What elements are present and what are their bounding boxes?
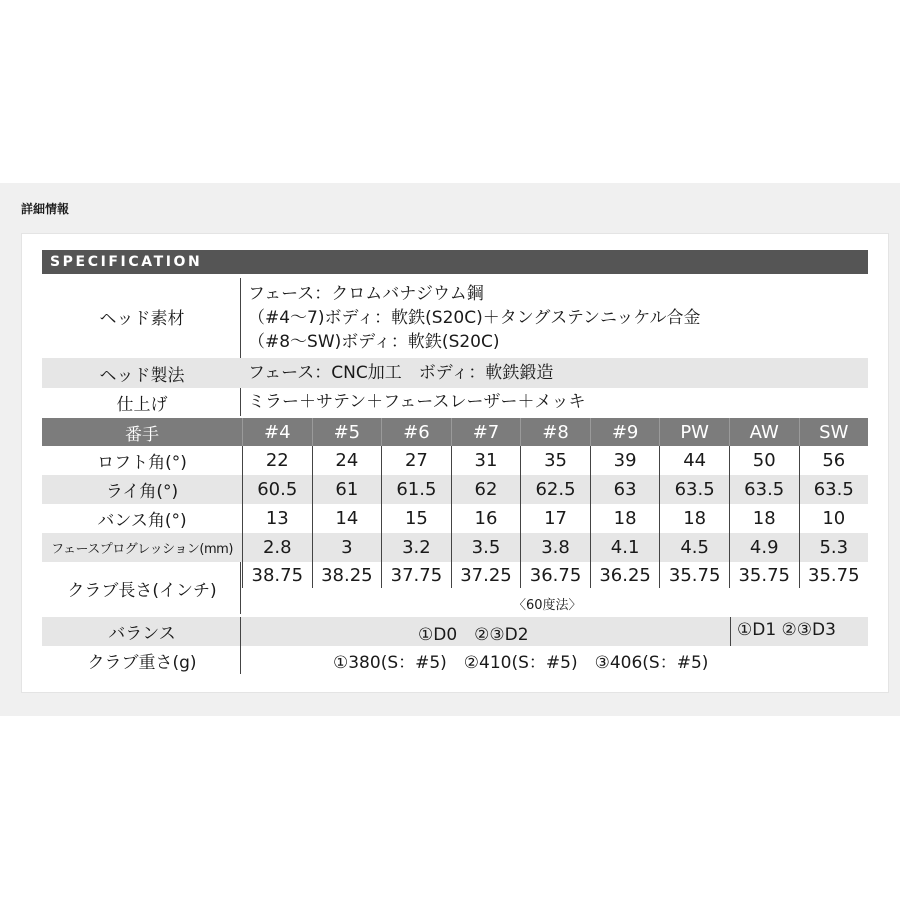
head-material-line-3: （#8〜SW)ボディ：軟鉄(S20C) <box>248 332 500 352</box>
club-length-note: 〈60度法〉 <box>513 598 582 613</box>
loft-cell: 35 <box>520 446 590 475</box>
column-divider <box>240 646 241 674</box>
row-club-length <box>42 562 868 614</box>
head-method-value: フェース：CNC加工 ボディ：軟鉄鍛造 <box>248 363 554 383</box>
balance-right-value: ①D1 ②③D3 <box>737 620 836 640</box>
finish-label: 仕上げ <box>116 394 168 415</box>
column-divider <box>730 617 731 646</box>
loft-cell: 50 <box>729 446 799 475</box>
lie-cell: 61 <box>312 475 382 504</box>
loft-cell: 56 <box>799 446 869 475</box>
lie-cell: 62 <box>451 475 521 504</box>
bounce-cell: 16 <box>451 504 521 533</box>
face-progression-cell: 3 <box>312 533 382 562</box>
weight-label: クラブ重さ(g) <box>87 652 197 673</box>
finish-value: ミラー＋サテン＋フェースレーザー＋メッキ <box>248 392 586 412</box>
face-progression-cell: 4.1 <box>590 533 660 562</box>
club-length-cell: 36.75 <box>520 562 590 588</box>
club-number-cell: #4 <box>242 418 312 446</box>
head-method-label: ヘッド製法 <box>99 365 185 386</box>
column-divider <box>240 562 241 614</box>
club-length-cell: 38.75 <box>242 562 312 588</box>
bounce-cell: 17 <box>520 504 590 533</box>
club-length-cell: 35.75 <box>659 562 729 588</box>
face-progression-cell: 3.2 <box>381 533 451 562</box>
bounce-cell: 18 <box>659 504 729 533</box>
bounce-label: バンス角(°) <box>97 511 187 531</box>
club-number-cell: #8 <box>520 418 590 446</box>
club-number-cell: #5 <box>312 418 382 446</box>
lie-cell: 63 <box>590 475 660 504</box>
loft-cell: 22 <box>242 446 312 475</box>
row-lie <box>42 475 868 504</box>
spec-header: SPECIFICATION <box>42 250 868 274</box>
club-number-cell: #6 <box>381 418 451 446</box>
club-number-cell: SW <box>799 418 869 446</box>
club-length-cell: 35.75 <box>799 562 869 588</box>
club-length-cell: 37.75 <box>381 562 451 588</box>
bounce-cell: 18 <box>729 504 799 533</box>
loft-cell: 31 <box>451 446 521 475</box>
column-divider <box>240 617 241 646</box>
club-length-label: クラブ長さ(インチ) <box>67 580 217 601</box>
lie-label: ライ角(°) <box>105 482 179 502</box>
lie-cell: 63.5 <box>729 475 799 504</box>
face-progression-label: フェースプログレッション(mm) <box>51 542 233 557</box>
head-material-label: ヘッド素材 <box>99 309 185 329</box>
bounce-cell: 18 <box>590 504 660 533</box>
lie-cell: 63.5 <box>659 475 729 504</box>
lie-cell: 63.5 <box>799 475 869 504</box>
face-progression-cell: 3.8 <box>520 533 590 562</box>
club-number-label: 番手 <box>125 424 159 445</box>
bounce-cell: 13 <box>242 504 312 533</box>
loft-cell: 39 <box>590 446 660 475</box>
head-material-line-2: （#4〜7)ボディ：軟鉄(S20C)＋タングステンニッケル合金 <box>248 308 701 328</box>
balance-label: バランス <box>108 624 176 644</box>
bounce-cell: 15 <box>381 504 451 533</box>
club-number-cell: #7 <box>451 418 521 446</box>
loft-cell: 44 <box>659 446 729 475</box>
face-progression-cell: 3.5 <box>451 533 521 562</box>
weight-value: ①380(S：#5) ②410(S：#5) ③406(S：#5) <box>333 653 709 673</box>
face-progression-cell: 4.5 <box>659 533 729 562</box>
bounce-cell: 14 <box>312 504 382 533</box>
lie-cell: 61.5 <box>381 475 451 504</box>
row-bounce <box>42 504 868 533</box>
section-title: 詳細情報 <box>21 202 70 216</box>
face-progression-cell: 4.9 <box>729 533 799 562</box>
club-number-cell: #9 <box>590 418 660 446</box>
lie-cell: 60.5 <box>242 475 312 504</box>
row-loft <box>42 446 868 475</box>
balance-left-value: ①D0 ②③D2 <box>418 625 529 645</box>
club-length-cell: 38.25 <box>312 562 382 588</box>
row-face-progression <box>42 533 868 562</box>
club-length-cell: 35.75 <box>729 562 799 588</box>
club-length-cell: 36.25 <box>590 562 660 588</box>
head-material-line-1: フェース：クロムバナジウム鋼 <box>248 284 484 304</box>
row-club-number <box>42 418 868 446</box>
loft-label: ロフト角(°) <box>97 453 187 473</box>
bounce-cell: 10 <box>799 504 869 533</box>
loft-cell: 24 <box>312 446 382 475</box>
club-number-cell: AW <box>729 418 799 446</box>
loft-cell: 27 <box>381 446 451 475</box>
face-progression-cell: 2.8 <box>242 533 312 562</box>
face-progression-cell: 5.3 <box>799 533 869 562</box>
lie-cell: 62.5 <box>520 475 590 504</box>
club-length-cell: 37.25 <box>451 562 521 588</box>
club-number-cell: PW <box>659 418 729 446</box>
